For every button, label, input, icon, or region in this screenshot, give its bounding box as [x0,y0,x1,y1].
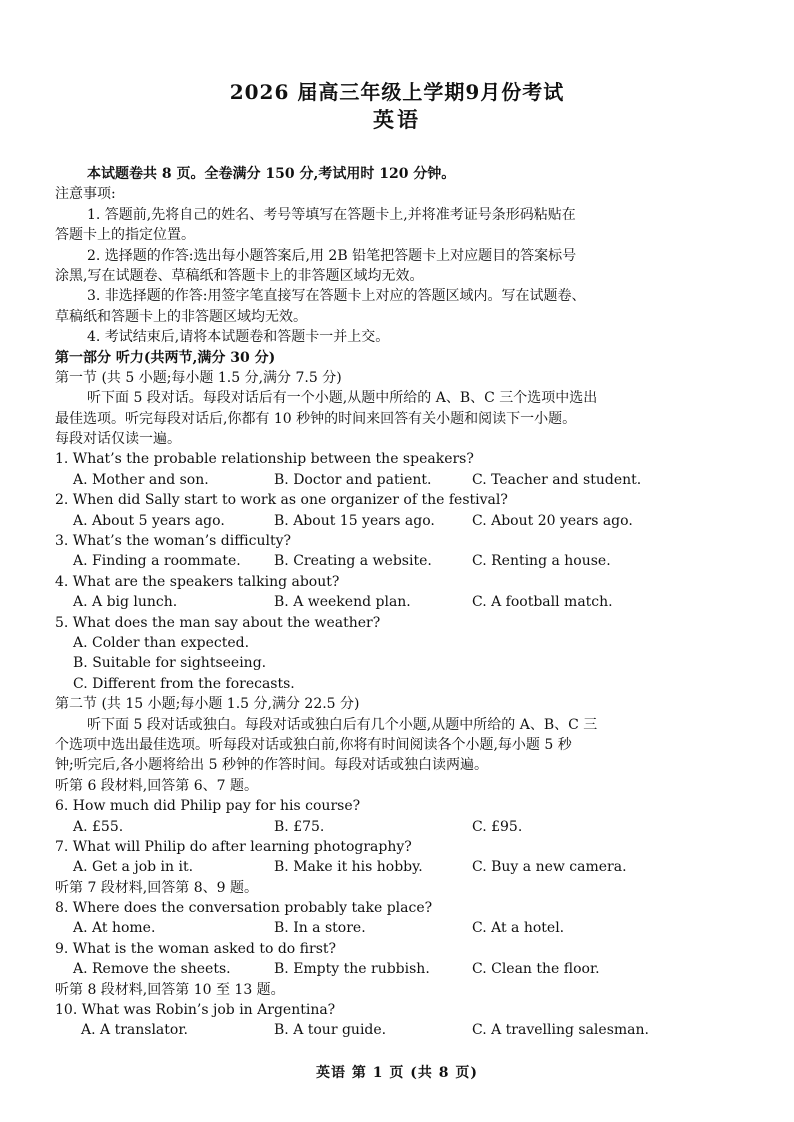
section1-instructions: 听下面 5 段对话。每段对话后有一个小题,从题中所给的 A、B、C 三个选项中选出 [87,390,598,407]
option-b: B. Empty the rubbish. [274,961,430,978]
options-row [55,592,735,612]
question-8: 8. Where does the conversation probably take place? [55,900,433,917]
option-a: A. About 5 years ago. [73,512,225,529]
option-a: A. Finding a roommate. [73,553,241,570]
section1-instructions-cont: 最佳选项。听完每段对话后,你都有 10 秒钟的时间来回答有关小题和阅读下一小题。 [55,410,577,427]
section1-heading: 第一节 (共 5 小题;每小题 1.5 分,满分 7.5 分) [55,369,342,386]
option-a: A. A big lunch. [73,594,178,611]
material-7-note: 听第 7 段材料,回答第 8、9 题。 [55,879,258,896]
question-3: 3. What’s the woman’s difficulty? [55,533,292,550]
notice-item-3: 3. 非选择题的作答:用签字笔直接写在答题卡上对应的答题区域内。写在试题卷、 [87,288,586,305]
exam-subject: 英语 [373,107,421,132]
section2-instructions-end: 钟;听完后,各小题将给出 5 秒钟的作答时间。每段对话或独白读两遍。 [55,757,488,774]
question-5: 5. What does the man say about the weather? [55,614,381,631]
options-row [55,817,735,837]
section2-heading: 第二节 (共 15 小题;每小题 1.5 分,满分 22.5 分) [55,696,360,713]
option-b: B. £75. [274,818,325,835]
options-row [55,511,735,531]
material-8-note: 听第 8 段材料,回答第 10 至 13 题。 [55,981,285,998]
options-row [55,470,735,490]
option-b: B. About 15 years ago. [274,512,435,529]
material-6-note: 听第 6 段材料,回答第 6、7 题。 [55,777,258,794]
option-b: B. A tour guide. [274,1022,387,1039]
option-a: A. Remove the sheets. [73,961,231,978]
option-c: C. Teacher and student. [472,471,642,488]
option-b: B. A weekend plan. [274,594,411,611]
option-a: A. £55. [73,818,124,835]
section2-instructions-cont: 个选项中选出最佳选项。听每段对话或独白前,你将有时间阅读各个小题,每小题 5 秒 [55,736,572,753]
option-c: C. Buy a new camera. [472,859,627,876]
option-c: C. £95. [472,818,523,835]
options-row [55,857,735,877]
part1-heading: 第一部分 听力(共两节,满分 30 分) [55,349,276,366]
exam-title: 2026 届高三年级上学期9月份考试 [229,80,565,104]
question-7: 7. What will Philip do after learning photography? [55,838,412,855]
option-c: C. A travelling salesman. [472,1022,649,1039]
section2-instructions: 听下面 5 段对话或独白。每段对话或独白后有几个小题,从题中所给的 A、B、C 三 [87,716,598,733]
notice-item-2: 2. 选择题的作答:选出每小题答案后,用 2B 铅笔把答题卡上对应题目的答案标号 [87,247,577,264]
question-1: 1. What’s the probable relationship between the speakers? [55,451,474,468]
option-b: B. Creating a website. [274,553,432,570]
question-9: 9. What is the woman asked to do first? [55,940,337,957]
option-a: A. A translator. [81,1022,188,1039]
option-c: C. At a hotel. [472,920,565,937]
option-a: A. Mother and son. [73,471,209,488]
intro-line: 本试题卷共 8 页。全卷满分 150 分,考试用时 120 分钟。 [87,166,456,182]
option-b: B. In a store. [274,920,366,937]
section1-instructions-end: 每段对话仅读一遍。 [55,431,181,448]
options-row [55,959,735,979]
notice-item-4: 4. 考试结束后,请将本试题卷和答题卡一并上交。 [87,329,390,346]
question-6: 6. How much did Philip pay for his course? [55,798,361,815]
option-b: B. Doctor and patient. [274,471,432,488]
option-a: A. Get a job in it. [73,859,194,876]
option-b: B. Suitable for sightseeing. [73,655,267,672]
option-c: C. A football match. [472,594,613,611]
notice-item-1: 1. 答题前,先将自己的姓名、考号等填写在答题卡上,并将准考证号条形码粘贴在 [87,206,576,223]
options-row [55,918,735,938]
option-c: C. Renting a house. [472,553,611,570]
exam-body [55,164,735,1041]
question-4: 4. What are the speakers talking about? [55,573,340,590]
option-a: A. At home. [73,920,156,937]
question-2: 2. When did Sally start to work as one organizer of the festival? [55,492,508,509]
option-c: C. Clean the floor. [472,961,600,978]
options-row [55,1020,735,1040]
page-footer: 英语 第 1 页 (共 8 页) [316,1065,478,1081]
notice-item-1-cont: 答题卡上的指定位置。 [55,227,195,244]
option-a: A. Colder than expected. [73,634,250,651]
option-c: C. Different from the forecasts. [73,675,295,692]
options-row [55,551,735,571]
question-10: 10. What was Robin’s job in Argentina? [55,1002,336,1019]
notice-label: 注意事项: [55,186,116,203]
option-c: C. About 20 years ago. [472,512,633,529]
notice-item-2-cont: 涂黑,写在试题卷、草稿纸和答题卡上的非答题区域均无效。 [55,267,424,284]
notice-item-3-cont: 草稿纸和答题卡上的非答题区域均无效。 [55,308,307,325]
option-b: B. Make it his hobby. [274,859,423,876]
